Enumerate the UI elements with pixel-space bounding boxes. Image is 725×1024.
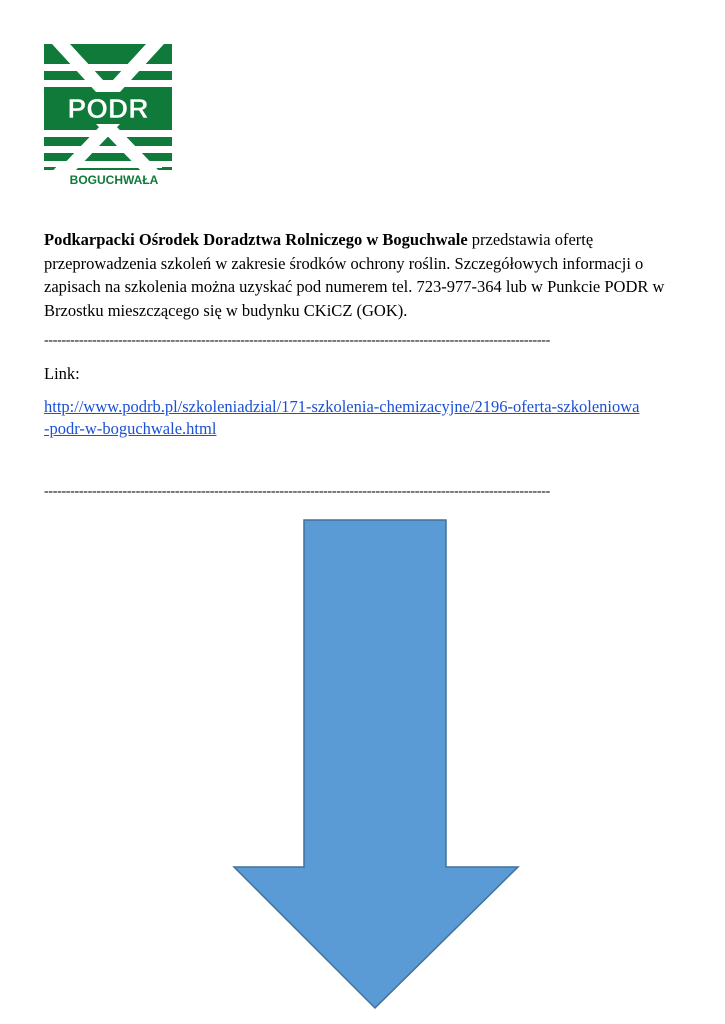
divider-line: -------------------------------------------------------------------------------------------------------------------- <box>44 484 551 499</box>
logo-title: PODR <box>67 93 149 124</box>
offer-link[interactable]: http://www.podrb.pl/szkoleniadzial/171-szkolenia-chemizacyjne/2196-oferta-szkoleniowa-podr-w-boguchwale.html <box>44 397 640 438</box>
intro-paragraph <box>44 228 684 322</box>
podr-logo <box>44 44 172 188</box>
divider-line: -------------------------------------------------------------------------------------------------------------------- <box>44 333 551 348</box>
down-arrow-icon <box>232 518 520 1010</box>
podr-logo-graphic <box>44 44 172 188</box>
down-arrow-shape <box>232 518 520 1010</box>
intro-text: przedstawia ofertę przeprowadzenia szkoleń w zakresie środków ochrony roślin. Szczegółowych informacji o zapisach na szkolenia można uzyskać pod numerem tel. 723-977-364 lub w Punkcie PODR w Brzostku mieszczącego się w budynku CKiCZ (GOK). <box>44 230 665 320</box>
link-label: Link: <box>44 364 80 383</box>
organization-name: Podkarpacki Ośrodek Doradztwa Rolniczego w Boguchwale <box>44 230 468 249</box>
logo-subtitle: BOGUCHWAŁA <box>69 173 159 187</box>
